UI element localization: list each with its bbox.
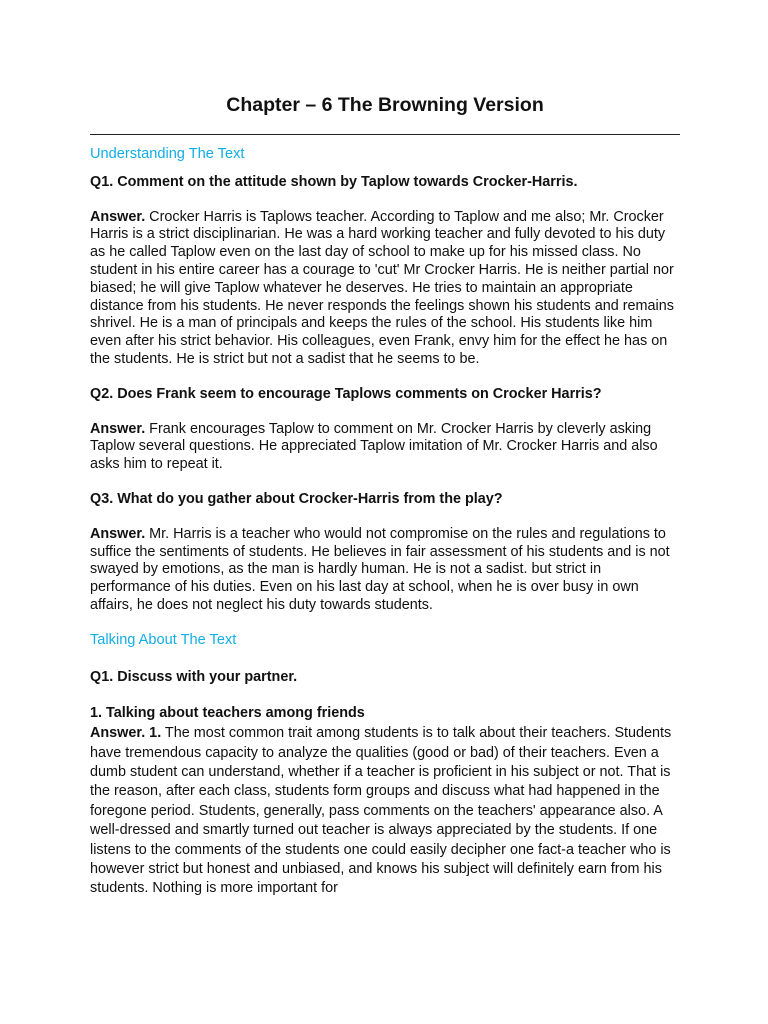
answer-1 — [90, 209, 680, 369]
question-3: Q3. What do you gather about Crocker-Harris from the play? — [90, 490, 503, 507]
subtopic-1: 1. Talking about teachers among friends — [90, 705, 365, 722]
answer-discuss-1 — [90, 724, 680, 899]
answer-3 — [90, 526, 680, 615]
section-heading-talking: Talking About The Text — [90, 631, 237, 648]
answer-2 — [90, 421, 680, 474]
answer-label: Answer. — [90, 525, 146, 542]
question-discuss: Q1. Discuss with your partner. — [90, 668, 298, 685]
answer-text: Frank encourages Taplow to comment on Mr. Crocker Harris by cleverly asking Taplow several questions. He appreciated Taplow imitation of Mr. Crocker Harris and also asks him to repeat it. — [90, 420, 658, 473]
section-heading-understanding: Understanding The Text — [90, 146, 245, 162]
question-1: Q1. Comment on the attitude shown by Taplow towards Crocker-Harris. — [90, 173, 578, 190]
document-body — [90, 146, 680, 899]
answer-label: Answer. — [90, 420, 146, 437]
answer-text: Crocker Harris is Taplows teacher. According to Taplow and me also; Mr. Crocker Harris is a strict disciplinarian. He was a hard working teacher and fully devoted to his duty as he called Taplow even on the last day of school to make up for his missed class. No student in his entire career has a courage to 'cut' Mr Crocker Harris. He is neither partial nor biased; he will give Taplow whatever he deserves. He tries to maintain an appropriate distance from his students. He never responds the feelings shown his students and remains shrivel. He is a man of principals and keeps the rules of the school. His students like him even after his strict behavior. His colleagues, even Frank, envy him for the effect he has on the students. He is strict but not a sadist that he seems to be. — [90, 208, 674, 367]
answer-label: Answer. 1. — [90, 725, 162, 742]
answer-text: The most common trait among students is to talk about their teachers. Students have tremendous capacity to analyze the qualities (good or bad) of their teachers. Even a dumb student can understand, whether if a teacher is proficient in his subject or not. That is the reason, after each class, students form groups and discuss what had happened in the foregone period. Students, generally, pass comments on the teachers' appearance also. A well-dressed and smartly turned out teacher is always appreciated by the students. If one listens to the comments of the students one could easily decipher one fact-a teacher who is however strict but honest and unbiased, and knows his subject will definitely earn from his students. Nothing is more important for — [90, 725, 672, 897]
answer-text: Mr. Harris is a teacher who would not compromise on the rules and regulations to suffice the sentiments of students. He believes in fair assessment of his students and is not swayed by emotions, as the man is hardly human. He is not a sadist. but strict in performance of his duties. Even on his last day at school, when he is over busy in own affairs, he does not neglect his duty towards students. — [90, 525, 670, 613]
question-2: Q2. Does Frank seem to encourage Taplows comments on Crocker Harris? — [90, 385, 602, 402]
answer-label: Answer. — [90, 208, 146, 225]
title-divider — [90, 134, 680, 135]
page-title: Chapter – 6 The Browning Version — [226, 94, 544, 116]
